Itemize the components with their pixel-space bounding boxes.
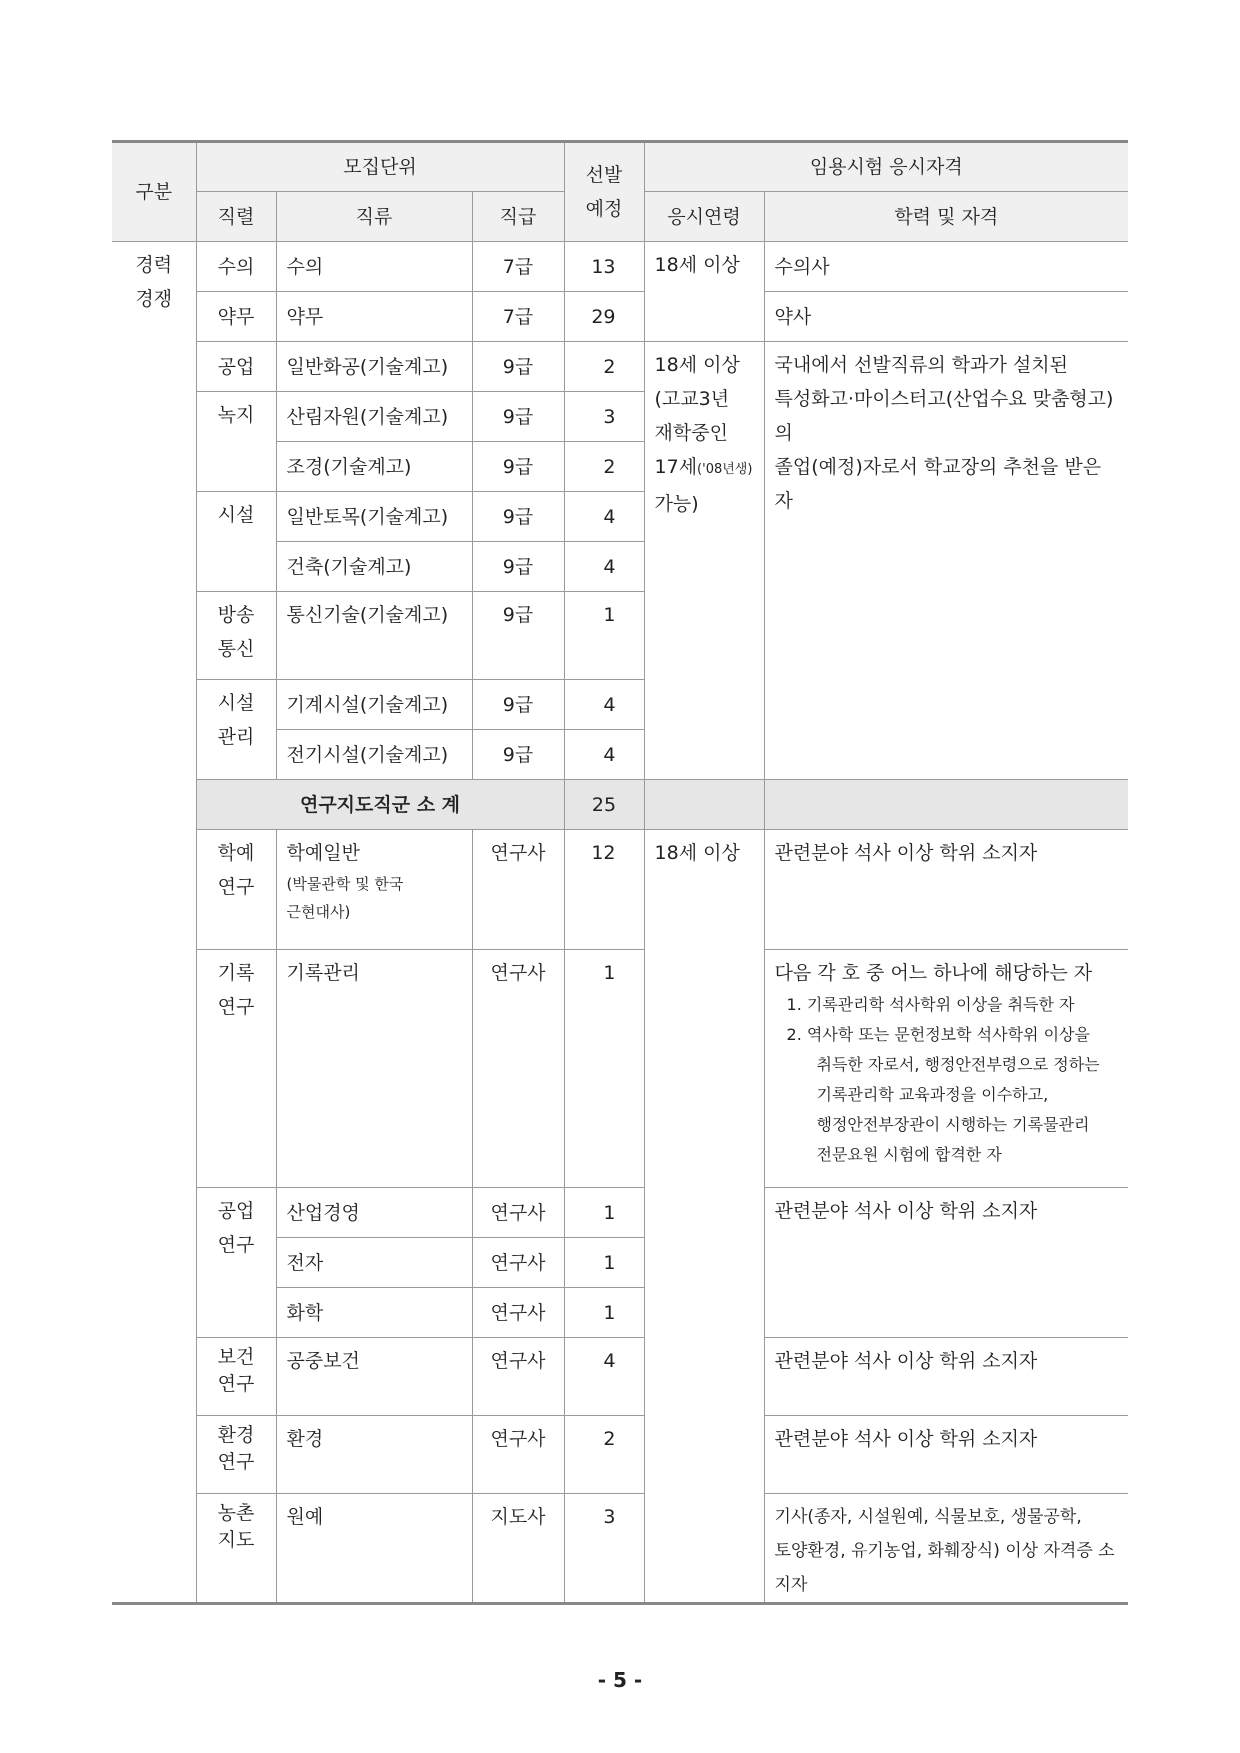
qual-cell: 약사	[764, 292, 1128, 342]
page-number: - 5 -	[597, 1668, 643, 1692]
header-seonbal-line2: 예정	[585, 198, 623, 220]
kind-cell: 건축(기술계고)	[276, 542, 472, 592]
series-line1: 시설	[217, 692, 255, 714]
kind-cell: 일반화공(기술계고)	[276, 342, 472, 392]
count-cell: 4	[564, 542, 644, 592]
qual-item: 취득한 자로서, 행정안전부령으로 정하는	[816, 1055, 1100, 1074]
header-gubun: 구분	[112, 142, 196, 242]
series-line1: 공업	[217, 1200, 255, 1222]
series-cell: 시설	[196, 492, 276, 592]
age-cell-technical	[644, 342, 764, 780]
count-cell: 4	[564, 1338, 644, 1416]
subtotal-count: 25	[564, 780, 644, 830]
grade-cell: 연구사	[472, 1416, 564, 1494]
series-line2: 통신	[217, 638, 255, 660]
qual-line: 특성화고·마이스터고(산업수요 맞춤형고)의	[774, 388, 1114, 444]
count-cell: 2	[564, 442, 644, 492]
series-line2: 연구	[217, 996, 255, 1018]
series-line1: 기록	[217, 962, 255, 984]
table-row	[112, 830, 1128, 950]
series-line1: 보건	[217, 1346, 255, 1368]
table-row	[112, 1188, 1128, 1238]
table-row	[112, 292, 1128, 342]
series-cell	[196, 1416, 276, 1494]
qual-item: 2. 역사학 또는 문헌정보학 석사학위 이상을	[786, 1025, 1090, 1044]
count-cell: 3	[564, 1494, 644, 1604]
qual-item: 기록관리학 교육과정을 이수하고,	[816, 1085, 1049, 1104]
grade-cell: 연구사	[472, 1238, 564, 1288]
age-line: 17세	[654, 456, 698, 478]
qual-line: 기사(종자, 시설원예, 식물보호, 생물공학,	[774, 1507, 1082, 1527]
count-cell: 4	[564, 492, 644, 542]
grade-cell: 연구사	[472, 1288, 564, 1338]
table-row	[112, 1338, 1128, 1416]
series-cell	[196, 1338, 276, 1416]
age-line-birthyear: ('08년생)	[697, 462, 753, 477]
category-cell	[112, 242, 196, 1604]
header-jikgeup: 직급	[472, 192, 564, 242]
recruitment-table	[112, 140, 1128, 1605]
header-qualification: 임용시험 응시자격	[644, 142, 1128, 192]
grade-cell: 9급	[472, 342, 564, 392]
qual-line: 토양환경, 유기농업, 화훼장식) 이상 자격증 소지자	[774, 1541, 1115, 1595]
kind-cell	[276, 830, 472, 950]
count-cell: 1	[564, 1238, 644, 1288]
qual-cell: 수의사	[764, 242, 1128, 292]
count-cell: 3	[564, 392, 644, 442]
grade-cell: 9급	[472, 680, 564, 730]
kind-cell: 통신기술(기술계고)	[276, 592, 472, 680]
series-cell	[196, 830, 276, 950]
grade-cell: 7급	[472, 292, 564, 342]
series-line2: 연구	[217, 876, 255, 898]
header-age: 응시연령	[644, 192, 764, 242]
count-cell: 1	[564, 950, 644, 1188]
kind-cell: 일반토목(기술계고)	[276, 492, 472, 542]
age-cell: 18세 이상	[644, 242, 764, 342]
category-line1: 경력	[135, 254, 173, 276]
header-unit: 모집단위	[196, 142, 564, 192]
header-seonbal	[564, 142, 644, 242]
table-row	[112, 1494, 1128, 1604]
grade-cell: 연구사	[472, 830, 564, 950]
subtotal-row	[112, 780, 1128, 830]
kind-cell: 산업경영	[276, 1188, 472, 1238]
count-cell: 1	[564, 592, 644, 680]
series-line2: 관리	[217, 726, 255, 748]
series-cell	[196, 950, 276, 1188]
kind-cell: 공중보건	[276, 1338, 472, 1416]
grade-cell: 지도사	[472, 1494, 564, 1604]
age-line: 가능)	[654, 493, 699, 515]
grade-cell: 연구사	[472, 1338, 564, 1416]
series-cell	[196, 592, 276, 680]
count-cell: 2	[564, 1416, 644, 1494]
series-line1: 농촌	[217, 1502, 255, 1524]
kind-cell: 원예	[276, 1494, 472, 1604]
kind-cell: 산림자원(기술계고)	[276, 392, 472, 442]
grade-cell: 연구사	[472, 950, 564, 1188]
kind-cell: 조경(기술계고)	[276, 442, 472, 492]
kind-cell: 전자	[276, 1238, 472, 1288]
qual-cell: 관련분야 석사 이상 학위 소지자	[764, 1416, 1128, 1494]
age-line: (고교3년	[654, 388, 730, 410]
series-line2: 지도	[217, 1529, 255, 1551]
series-line1: 학예	[217, 842, 255, 864]
header-jikryeol: 직렬	[196, 192, 276, 242]
qual-line: 국내에서 선발직류의 학과가 설치된	[774, 354, 1068, 376]
kind-cell: 환경	[276, 1416, 472, 1494]
qual-cell: 관련분야 석사 이상 학위 소지자	[764, 1188, 1128, 1338]
subtotal-empty	[644, 780, 764, 830]
qual-cell: 관련분야 석사 이상 학위 소지자	[764, 1338, 1128, 1416]
table-row	[112, 242, 1128, 292]
age-line: 18세 이상	[654, 354, 740, 376]
series-line1: 환경	[217, 1424, 255, 1446]
category-line2: 경쟁	[135, 288, 173, 310]
age-line: 재학중인	[654, 422, 728, 444]
kind-sub-1: (박물관학 및 한국	[286, 875, 404, 893]
kind-cell: 기록관리	[276, 950, 472, 1188]
table-row	[112, 342, 1128, 392]
header-jikryu: 직류	[276, 192, 472, 242]
series-cell: 녹지	[196, 392, 276, 492]
grade-cell: 9급	[472, 442, 564, 492]
qual-cell: 관련분야 석사 이상 학위 소지자	[764, 830, 1128, 950]
kind-cell: 화학	[276, 1288, 472, 1338]
subtotal-label: 연구지도직군 소 계	[196, 780, 564, 830]
series-cell: 수의	[196, 242, 276, 292]
table-row	[112, 1416, 1128, 1494]
grade-cell: 연구사	[472, 1188, 564, 1238]
count-cell: 4	[564, 680, 644, 730]
grade-cell: 9급	[472, 730, 564, 780]
grade-cell: 9급	[472, 542, 564, 592]
kind-main: 학예일반	[286, 842, 360, 864]
series-cell: 공업	[196, 342, 276, 392]
series-cell	[196, 1494, 276, 1604]
qual-item: 1. 기록관리학 석사학위 이상을 취득한 자	[786, 995, 1075, 1014]
kind-cell: 약무	[276, 292, 472, 342]
subtotal-empty	[764, 780, 1128, 830]
qual-cell-technical	[764, 342, 1128, 780]
kind-cell: 기계시설(기술계고)	[276, 680, 472, 730]
qual-line: 졸업(예정)자로서 학교장의 추천을 받은 자	[774, 456, 1102, 512]
count-cell: 1	[564, 1288, 644, 1338]
series-line1: 방송	[217, 604, 255, 626]
grade-cell: 9급	[472, 392, 564, 442]
kind-cell: 전기시설(기술계고)	[276, 730, 472, 780]
header-edu: 학력 및 자격	[764, 192, 1128, 242]
series-line2: 연구	[217, 1451, 255, 1473]
count-cell: 2	[564, 342, 644, 392]
age-cell-research: 18세 이상	[644, 830, 764, 1604]
series-cell: 약무	[196, 292, 276, 342]
grade-cell: 9급	[472, 492, 564, 542]
qual-cell	[764, 1494, 1128, 1604]
series-line2: 연구	[217, 1373, 255, 1395]
header-seonbal-line1: 선발	[585, 164, 623, 186]
count-cell: 4	[564, 730, 644, 780]
count-cell: 29	[564, 292, 644, 342]
series-cell	[196, 1188, 276, 1338]
count-cell: 13	[564, 242, 644, 292]
grade-cell: 9급	[472, 592, 564, 680]
grade-cell: 7급	[472, 242, 564, 292]
series-cell	[196, 680, 276, 780]
table-row	[112, 950, 1128, 1188]
kind-cell: 수의	[276, 242, 472, 292]
qual-cell-records	[764, 950, 1128, 1188]
qual-item: 행정안전부장관이 시행하는 기록물관리	[816, 1115, 1090, 1134]
count-cell: 1	[564, 1188, 644, 1238]
kind-sub-2: 근현대사)	[286, 903, 351, 921]
qual-title: 다음 각 호 중 어느 하나에 해당하는 자	[774, 962, 1093, 984]
series-line2: 연구	[217, 1234, 255, 1256]
count-cell: 12	[564, 830, 644, 950]
qual-item: 전문요원 시험에 합격한 자	[816, 1145, 1002, 1164]
